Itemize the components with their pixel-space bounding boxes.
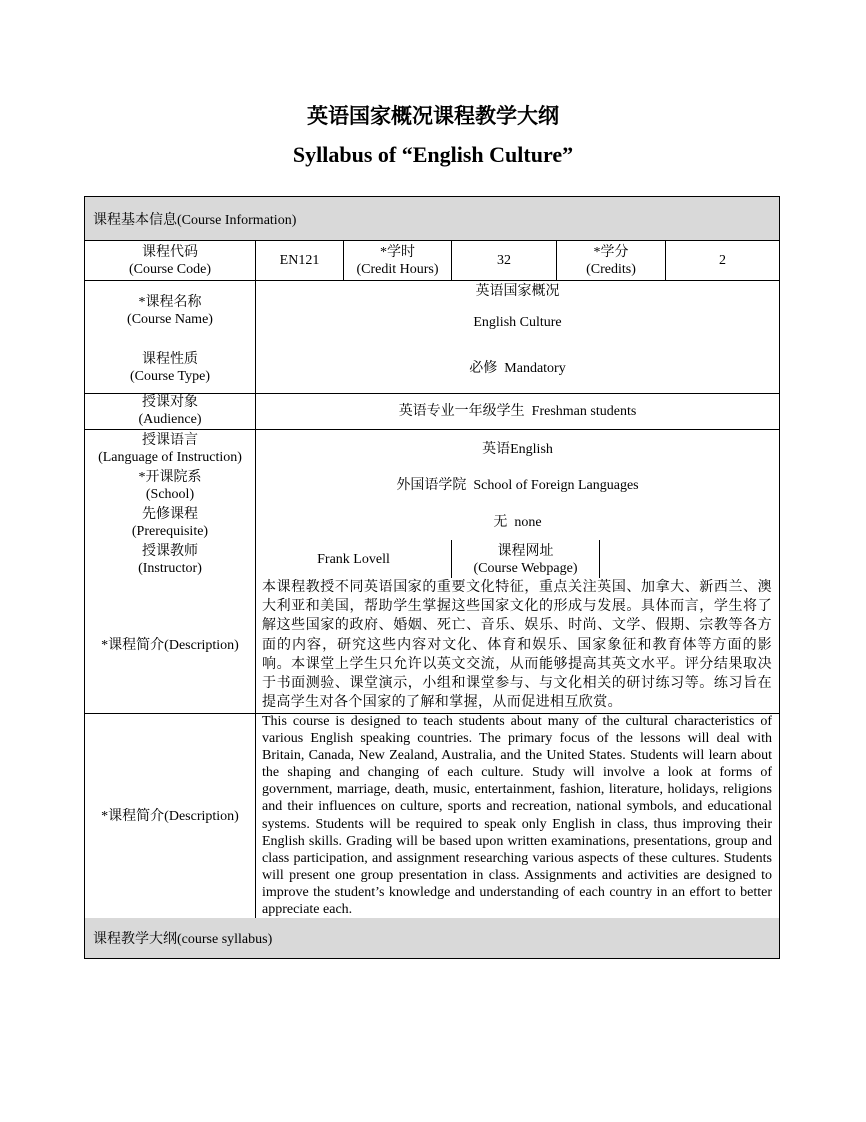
instructor-label-en: (Instructor) bbox=[138, 560, 202, 576]
course-type-value-text: 必修 Mandatory bbox=[469, 360, 566, 376]
description-en-label-text: *课程简介(Description) bbox=[101, 808, 239, 824]
course-info-header-text: 课程基本信息(Course Information) bbox=[93, 212, 297, 228]
prerequisite-label-cn: 先修课程 bbox=[142, 506, 198, 522]
audience-label-cn: 授课对象 bbox=[142, 395, 198, 410]
webpage-label-cn: 课程网址 bbox=[497, 543, 554, 559]
school-label bbox=[85, 467, 255, 504]
description-cn-text: 本课程教授不同英语国家的重要文化特征，重点关注英国、加拿大、新西兰、澳大利亚和美国，帮助学生掌握这些国家文化的形成与发展。具体而言，学生将了解这些国家的政府、婚姻、死亡、音乐、娱乐、时尚、文学、假期、宗教等各方面的内容，研究这些内容对文化、体育和娱乐、国家象征和教育体等方面的影响。本课堂上学生只允许以英文交流，从而能够提高其英文水平。评分结果取决于书面测验、课堂演示，小组和课堂参与、与文化相关的研讨练习等。练习旨在提高学生对各个国家的了解和掌握，从而促进相互欣赏。 bbox=[262, 580, 772, 711]
credits-label bbox=[557, 241, 665, 280]
credit-hours-value bbox=[452, 241, 556, 280]
language-label bbox=[85, 430, 255, 467]
description-en-text: This course is designed to teach students about many of the cultural characteristics of various English speaking countries. The primary focus of the lessons will deal with Britain, Canada, New Zealand, Australia, and the United States. Students will learn about the shaping and changing of each culture. Study will involve a look at forms of government, marriage, death, music, entertainment, fashion, literature, holidays, religions and their influences on culture, sports and recreation, national symbols, and educational systems. Students will be required to speak only English in class, thus improving their English skills. Grading will be based upon written examinations, presentations, group and class participation, and assignment researching various aspects of these cultures. Students will present one group presentation in class. Assignments and activities are designed to improve the student’s knowledge and understanding of each country in an effort to better appreciate each. bbox=[262, 714, 772, 918]
title-chinese: 英语国家概况课程教学大纲 bbox=[307, 104, 559, 128]
school-value bbox=[256, 474, 779, 496]
audience-label bbox=[85, 393, 255, 429]
school-value-text: 外国语学院 School of Foreign Languages bbox=[396, 477, 639, 493]
prerequisite-value bbox=[256, 511, 779, 533]
description-cn-label bbox=[85, 578, 255, 713]
prerequisite-label-en: (Prerequisite) bbox=[131, 523, 209, 539]
course-name-value-cn bbox=[256, 281, 779, 301]
audience-value bbox=[256, 394, 779, 429]
course-code-label-en: (Course Code) bbox=[128, 261, 212, 277]
webpage-value[interactable] bbox=[600, 541, 779, 578]
language-value bbox=[256, 438, 779, 460]
course-code-value bbox=[256, 241, 343, 280]
instructor-value-text: Frank Lovell bbox=[317, 552, 390, 567]
language-label-en: (Language of Instruction) bbox=[98, 449, 242, 465]
course-info-header bbox=[85, 197, 779, 240]
course-name-label bbox=[85, 291, 255, 331]
school-label-en: (School) bbox=[145, 486, 195, 502]
credit-hours-label-en: (Credit Hours) bbox=[356, 261, 439, 277]
course-name-cn-text: 英语国家概况 bbox=[475, 283, 560, 299]
instructor-label-cn: 授课教师 bbox=[142, 543, 198, 559]
credit-hours-value-text: 32 bbox=[497, 253, 511, 268]
title-english: Syllabus of “English Culture” bbox=[292, 142, 574, 167]
instructor-value bbox=[256, 541, 451, 578]
webpage-label-en: (Course Webpage) bbox=[473, 560, 578, 576]
rule-label-column bbox=[255, 240, 256, 918]
prerequisite-label bbox=[85, 504, 255, 541]
credits-value bbox=[666, 241, 779, 280]
audience-label-en: (Audience) bbox=[138, 412, 202, 427]
instructor-label bbox=[85, 541, 255, 578]
course-type-label-en: (Course Type) bbox=[129, 369, 211, 384]
credits-value-text: 2 bbox=[719, 253, 726, 268]
syllabus-header bbox=[85, 918, 779, 958]
syllabus-header-text: 课程教学大纲(course syllabus) bbox=[93, 932, 273, 947]
description-cn-label-text: *课程简介(Description) bbox=[101, 638, 239, 653]
course-type-label bbox=[85, 348, 255, 388]
course-code-value-text: EN121 bbox=[279, 253, 320, 268]
language-label-cn: 授课语言 bbox=[142, 432, 198, 448]
credits-label-en: (Credits) bbox=[586, 261, 636, 277]
prerequisite-value-text: 无 none bbox=[493, 514, 542, 530]
course-type-value bbox=[256, 357, 779, 379]
school-label-cn: *开课院系 bbox=[138, 469, 202, 485]
audience-value-text: 英语专业一年级学生 Freshman students bbox=[398, 404, 637, 419]
course-name-en-text: English Culture bbox=[473, 314, 562, 330]
course-name-label-cn: *课程名称 bbox=[138, 295, 202, 310]
course-code-label-cn: 课程代码 bbox=[142, 244, 198, 260]
credit-hours-label-cn: *学时 bbox=[380, 244, 415, 260]
credit-hours-label bbox=[344, 241, 451, 280]
language-value-text: 英语English bbox=[482, 441, 553, 457]
course-name-label-en: (Course Name) bbox=[127, 312, 213, 327]
course-name-value-en bbox=[256, 312, 779, 332]
course-type-label-cn: 课程性质 bbox=[142, 352, 198, 367]
webpage-label bbox=[452, 541, 599, 578]
credits-label-cn: *学分 bbox=[593, 244, 629, 260]
course-code-label bbox=[85, 241, 255, 280]
description-en-label bbox=[85, 714, 255, 918]
